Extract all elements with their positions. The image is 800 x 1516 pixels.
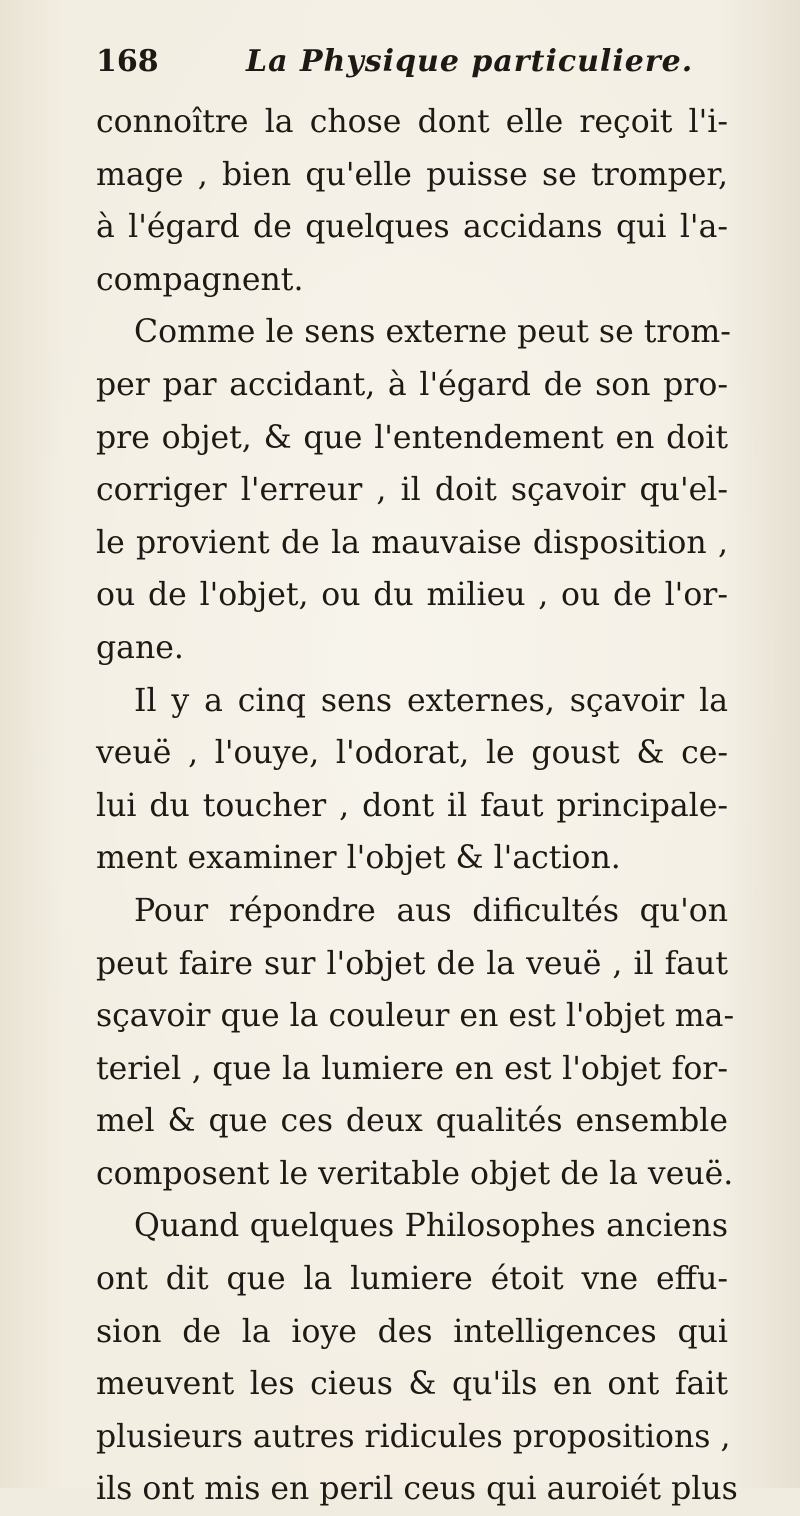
- text-line: pre objet, & que l'entendement en doit: [96, 419, 728, 456]
- text-line: compagnent.: [96, 261, 304, 298]
- page-header: [96, 44, 716, 84]
- text-line: veuë , l'ouye, l'odorat, le goust & ce-: [96, 735, 728, 772]
- text-line: teriel , que la lumiere en est l'objet for-: [96, 1050, 728, 1087]
- text-line: le provient de la mauvaise disposition ,: [96, 524, 728, 561]
- running-title: La Physique particuliere.: [246, 44, 694, 79]
- text-line: peut faire sur l'objet de la veuë , il faut: [96, 945, 728, 982]
- text-line: mel & que ces deux qualités ensemble: [96, 1103, 728, 1140]
- text-line: mage , bien qu'elle puisse se tromper,: [96, 156, 728, 193]
- text-line: plusieurs autres ridicules propositions ,: [96, 1418, 731, 1455]
- text-line: corriger l'erreur , il doit sçavoir qu'el-: [96, 472, 728, 509]
- text-line: Pour répondre aus dificultés qu'on: [134, 892, 728, 929]
- text-line: ment examiner l'objet & l'action.: [96, 840, 621, 877]
- text-line: Il y a cinq sens externes, sçavoir la: [134, 682, 728, 719]
- page-number: 168: [96, 44, 159, 79]
- text-line: connoître la chose dont elle reçoit l'i-: [96, 104, 728, 140]
- text-line: à l'égard de quelques accidans qui l'a-: [96, 209, 728, 246]
- text-line: ou de l'objet, ou du milieu , ou de l'or-: [96, 577, 728, 614]
- text-line: sçavoir que la couleur en est l'objet ma-: [96, 998, 735, 1035]
- text-line: ont dit que la lumiere étoit vne effu-: [96, 1261, 728, 1298]
- text-line: Quand quelques Philosophes anciens: [134, 1208, 728, 1245]
- text-line: sion de la ioye des intelligences qui: [96, 1313, 728, 1350]
- text-line: composent le veritable objet de la veuë.: [96, 1155, 734, 1192]
- text-line: per par accidant, à l'égard de son pro-: [96, 366, 728, 403]
- text-line: meuvent les cieus & qu'ils en ont fait: [96, 1366, 728, 1403]
- text-line: gane.: [96, 629, 184, 666]
- body-text: [96, 96, 738, 1516]
- text-line: ils ont mis en peril ceus qui auroiét plus: [96, 1471, 738, 1508]
- text-line: lui du toucher , dont il faut principale-: [96, 787, 728, 824]
- text-line: Comme le sens externe peut se trom-: [134, 314, 731, 351]
